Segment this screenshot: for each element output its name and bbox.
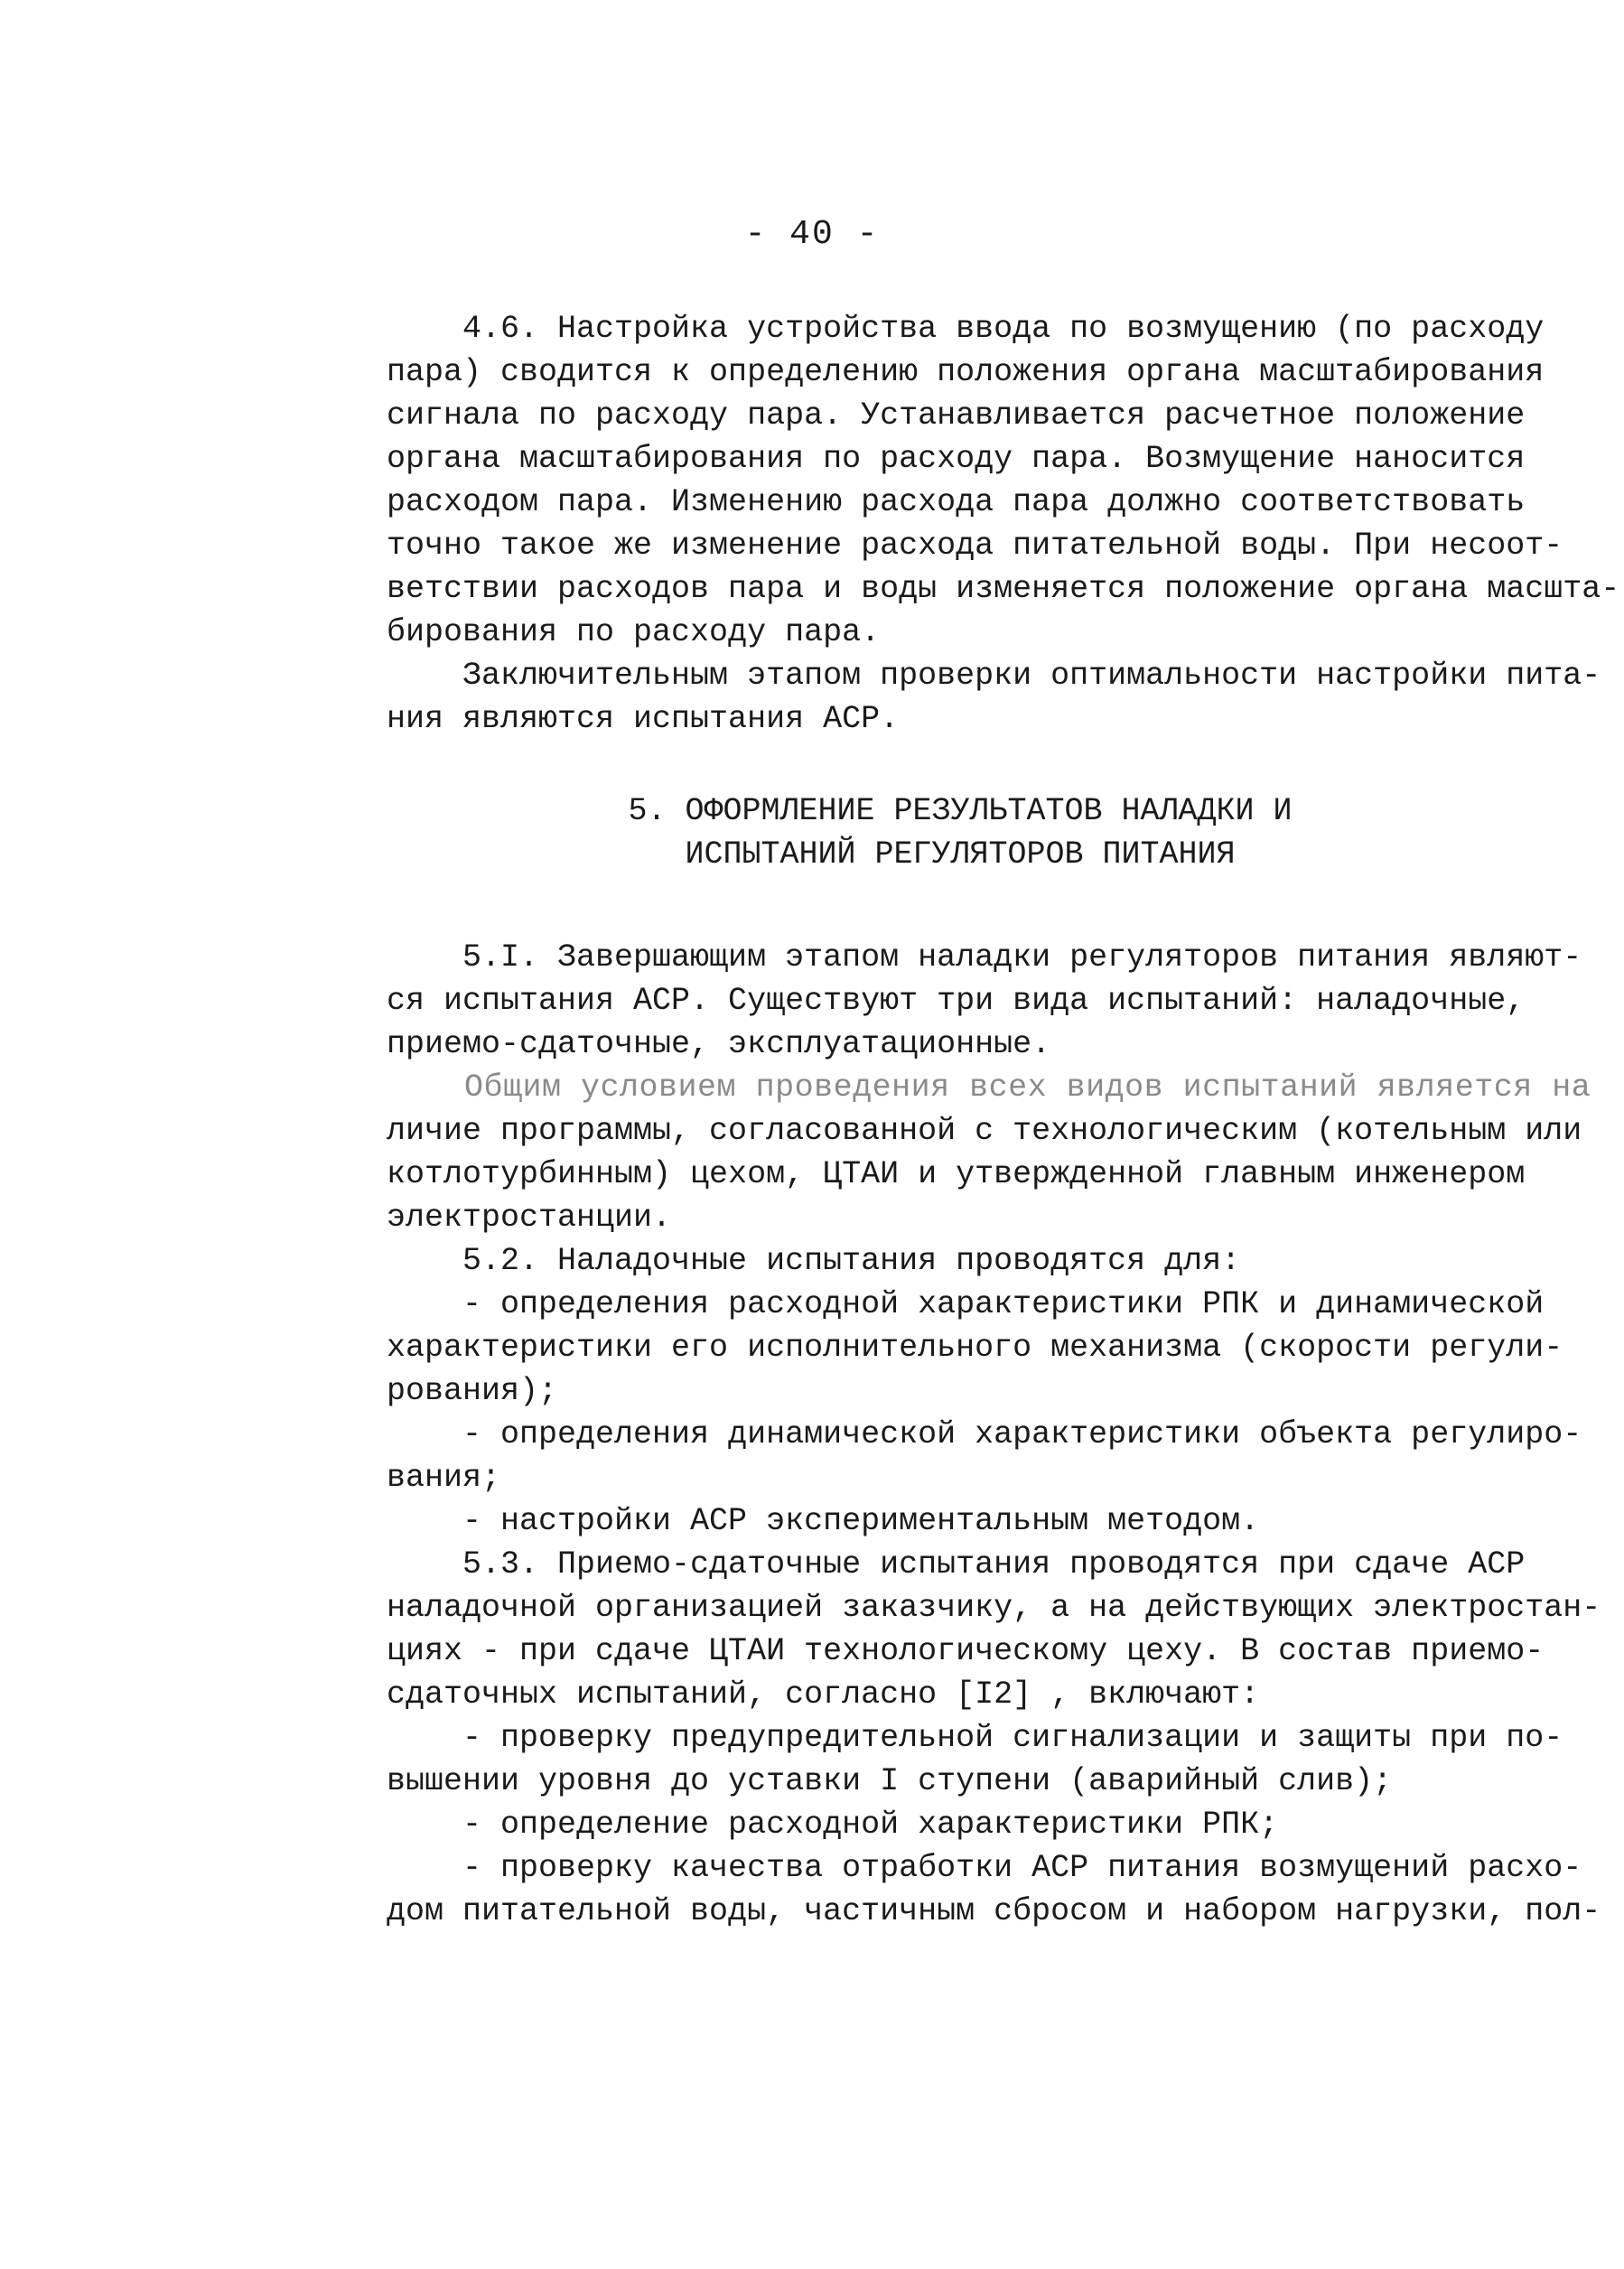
list-item: - настройки АСР экспериментальным методом.: [387, 1503, 1260, 1539]
text-line: рования);: [387, 1373, 558, 1409]
text-line: органа масштабирования по расходу пара. Возмущение наносится: [387, 441, 1526, 477]
text-line: бирования по расходу пара.: [387, 614, 881, 650]
paragraph-5-3: [387, 1543, 1601, 1933]
list-item: - проверку качества отработки АСР питания возмущений расхо-: [387, 1850, 1582, 1886]
section-heading-5: [387, 789, 1534, 876]
text-line: дом питательной воды, частичным сбросом и набором нагрузки, пол-: [387, 1893, 1601, 1929]
faded-text-line: Общим условием проведения всех видов испытаний является на: [387, 1069, 1591, 1106]
text-line: ся испытания АСР. Существуют три вида испытаний: наладочные,: [387, 983, 1526, 1019]
text-line: личие программы, согласованной с технологическим (котельным или: [387, 1113, 1582, 1149]
heading-line: 5. ОФОРМЛЕНИЕ РЕЗУЛЬТАТОВ НАЛАДКИ И: [628, 793, 1293, 829]
text-line: электростанции.: [387, 1200, 672, 1236]
text-line: 5.I. Завершающим этапом наладки регуляторов питания являют-: [387, 939, 1582, 976]
text-line: приемо-сдаточные, эксплуатационные.: [387, 1026, 1051, 1062]
list-item: - определение расходной характеристики РПК;: [387, 1807, 1279, 1843]
heading-line: ИСПЫТАНИЙ РЕГУЛЯТОРОВ ПИТАНИЯ: [685, 836, 1236, 873]
list-item: - проверку предупредительной сигнализации и защиты при по-: [387, 1720, 1563, 1756]
text-line: сигнала по расходу пара. Устанавливается расчетное положение: [387, 397, 1526, 434]
text-line: 5.3. Приемо-сдаточные испытания проводятся при сдаче АСР: [387, 1546, 1526, 1583]
text-line: котлотурбинным) цехом, ЦТАИ и утвержденной главным инженером: [387, 1156, 1526, 1192]
text-line: сдаточных испытаний, согласно [I2] , включают:: [387, 1676, 1260, 1713]
paragraph-5-2: [387, 1239, 1582, 1543]
list-item: - определения динамической характеристики объекта регулиро-: [387, 1416, 1582, 1452]
document-body: [387, 307, 1620, 1933]
text-line: характеристики его исполнительного механизма (скорости регули-: [387, 1330, 1563, 1366]
text-line: ветствии расходов пара и воды изменяется положение органа масшта-: [387, 571, 1620, 607]
text-line: 4.6. Настройка устройства ввода по возмущению (по расходу: [387, 311, 1545, 347]
paragraph-4-6: [387, 307, 1620, 741]
text-line: вышении уровня до уставки I ступени (аварийный слив);: [387, 1763, 1393, 1799]
text-line: циях - при сдаче ЦТАИ технологическому цеху. В состав приемо-: [387, 1633, 1545, 1669]
text-line: точно такое же изменение расхода питательной воды. При несоот-: [387, 528, 1563, 564]
text-line: пара) сводится к определению положения органа масштабирования: [387, 354, 1545, 390]
text-line: наладочной организацией заказчику, а на действующих электростан-: [387, 1590, 1601, 1626]
text-line: ния являются испытания АСР.: [387, 701, 900, 737]
paragraph-5-1: [387, 936, 1591, 1239]
list-item: - определения расходной характеристики РПК и динамической: [387, 1286, 1545, 1322]
text-line: расходом пара. Изменению расхода пара должно соответствовать: [387, 484, 1526, 520]
text-line: вания;: [387, 1460, 501, 1496]
page-number: - 40 -: [744, 215, 880, 254]
text-line: 5.2. Наладочные испытания проводятся для:: [387, 1243, 1241, 1279]
text-line: Заключительным этапом проверки оптимальности настройки пита-: [387, 658, 1601, 694]
